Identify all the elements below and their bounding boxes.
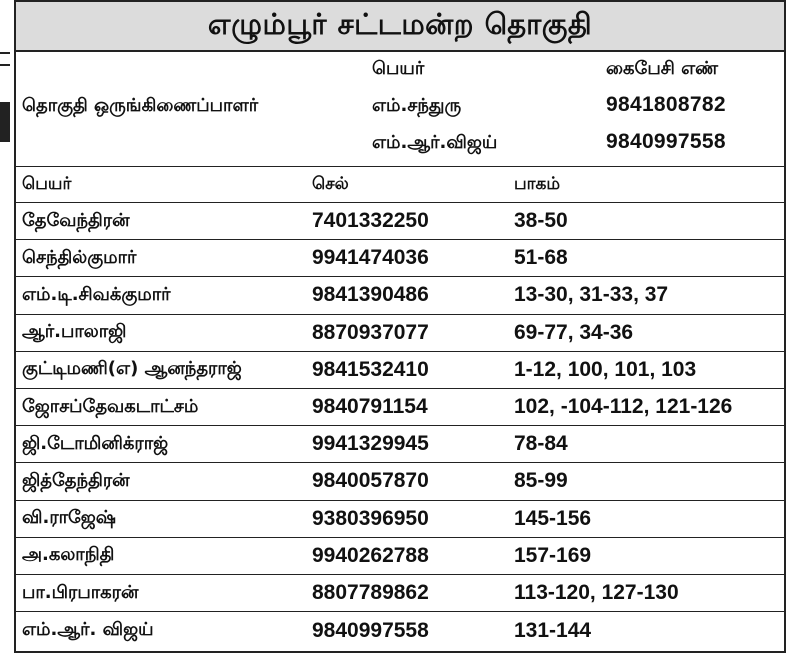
- table-row: [16, 352, 784, 389]
- table-row: [16, 277, 784, 314]
- table-row: [16, 501, 784, 538]
- table-row: [16, 426, 784, 463]
- cell-number-cell: 7401332250: [312, 209, 429, 233]
- table-row: [16, 240, 784, 277]
- part-cell: 1-12, 100, 101, 103: [514, 357, 697, 381]
- cell-number-cell: 9941474036: [312, 246, 429, 270]
- title-bar: [14, 0, 786, 52]
- coordinator-name-header: பெயர்: [372, 58, 425, 79]
- name-cell: செந்தில்குமார்: [22, 246, 137, 268]
- table-row: [16, 612, 784, 649]
- coordinator-phone-header: கைபேசி எண்: [606, 58, 719, 79]
- cell-number-cell: 9841390486: [312, 283, 429, 307]
- part-cell: 145-156: [514, 506, 592, 530]
- name-cell: குட்டிமணி(எ) ஆனந்தராஜ்: [22, 358, 242, 380]
- page-title: எழும்பூர் சட்டமன்ற தொகுதி: [207, 7, 593, 41]
- table-row: [16, 463, 784, 500]
- name-cell: ஜோசப்தேவகடாட்சம்: [22, 395, 199, 417]
- part-cell: 69-77, 34-36: [514, 320, 634, 344]
- name-cell: ஜி.டோமினிக்ராஜ்: [22, 432, 169, 454]
- column-header-part: பாகம்: [514, 173, 561, 194]
- name-cell: வி.ராஜேஷ்: [22, 507, 116, 529]
- coordinator-name: எம்.சந்துரு: [372, 95, 462, 116]
- coordinator-role-label: தொகுதி ஒருங்கிணைப்பாளர்: [22, 95, 259, 116]
- table-row: [16, 315, 784, 352]
- coordinator-phone: 9841808782: [606, 93, 726, 116]
- cell-number-cell: 9940262788: [312, 543, 429, 567]
- part-cell: 38-50: [514, 209, 568, 233]
- name-cell: தேவேந்திரன்: [22, 209, 130, 231]
- name-cell: எம்.ஆர். விஜய்: [22, 619, 154, 641]
- cell-number-cell: 9841532410: [312, 357, 429, 381]
- name-cell: அ.கலாநிதி: [22, 544, 115, 566]
- cell-number-cell: 9840057870: [312, 469, 429, 493]
- part-cell: 131-144: [514, 618, 592, 642]
- name-cell: பா.பிரபாகரன்: [22, 581, 139, 603]
- part-cell: 157-169: [514, 543, 592, 567]
- table-row: [16, 389, 784, 426]
- coordinator-name: எம்.ஆர்.விஜய்: [372, 132, 498, 153]
- part-cell: 13-30, 31-33, 37: [514, 283, 669, 307]
- table-row: [16, 538, 784, 575]
- cell-number-cell: 8807789862: [312, 581, 429, 605]
- frame-tick: [0, 64, 10, 66]
- part-cell: 51-68: [514, 246, 568, 270]
- part-cell: 102, -104-112, 121-126: [514, 395, 733, 419]
- part-cell: 113-120, 127-130: [514, 581, 679, 605]
- coordinator-phone: 9840997558: [606, 130, 726, 153]
- name-cell: ஜித்தேந்திரன்: [22, 469, 130, 491]
- volunteer-table: [14, 52, 786, 653]
- cell-number-cell: 9840791154: [312, 395, 428, 419]
- part-cell: 78-84: [514, 432, 568, 456]
- column-header-name: பெயர்: [22, 173, 72, 194]
- column-header-cell: செல்: [312, 173, 349, 194]
- left-frame-border: [0, 52, 10, 653]
- part-cell: 85-99: [514, 469, 568, 493]
- cell-number-cell: 9380396950: [312, 506, 429, 530]
- table-row: [16, 575, 784, 612]
- table-row: [16, 203, 784, 240]
- frame-block: [0, 102, 10, 142]
- cell-number-cell: 9840997558: [312, 618, 429, 642]
- cell-number-cell: 9941329945: [312, 432, 429, 456]
- coordinator-block: [16, 52, 784, 167]
- cell-number-cell: 8870937077: [312, 320, 429, 344]
- table-header-row: [16, 167, 784, 203]
- name-cell: ஆர்.பாலாஜி: [22, 321, 127, 343]
- name-cell: எம்.டி.சிவக்குமார்: [22, 283, 171, 305]
